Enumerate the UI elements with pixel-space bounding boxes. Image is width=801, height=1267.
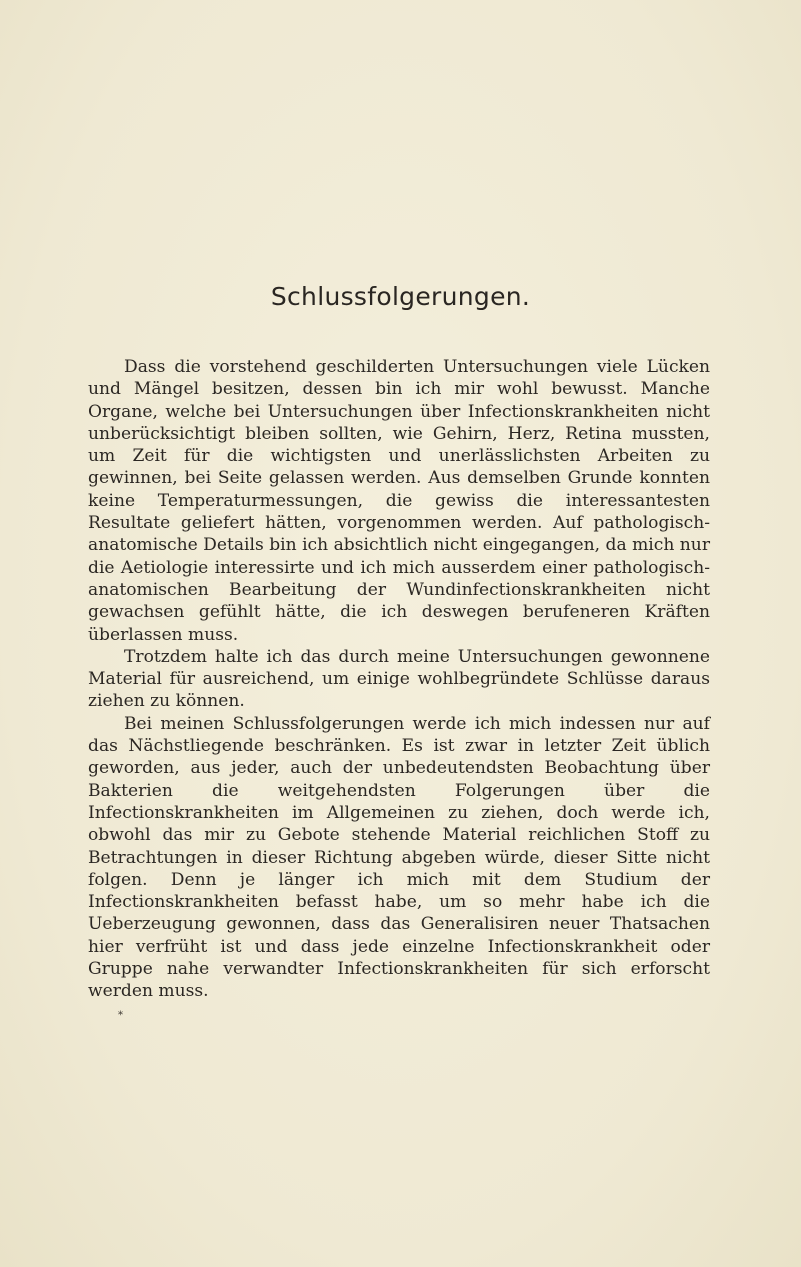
paragraph-material: Trotzdem halte ich das durch meine Untersuchungen gewonnene Material für ausreichend, um einige wohlbegründete Schlüsse daraus ziehen zu können. [88, 646, 710, 712]
print-speck: * [118, 1010, 123, 1021]
paragraph-limitations: Dass die vorstehend geschilderten Untersuchungen viele Lücken und Mängel besitzen, dessen bin ich mir wohl bewusst. Manche Organe, welche bei Untersuchungen über Infectionskrankheiten nicht unberücksichtigt bleiben sollten, wie Gehirn, Herz, Retina mussten, um Zeit für die wichtigsten und unerlässlichsten Arbeiten zu gewinnen, bei Seite gelassen werden. Aus demselben Grunde konnten keine Temperaturmessungen, die gewiss die interessantesten Resultate geliefert hätten, vorgenommen werden. Auf pathologisch-anatomische Details bin ich absichtlich nicht eingegangen, da mich nur die Aetiologie interessirte und ich mich ausserdem einer pathologisch-anatomischen Bearbeitung der Wundinfectionskrankheiten nicht gewachsen gefühlt hätte, die ich deswegen berufeneren Kräften überlassen muss. [88, 357, 710, 645]
body-text [88, 356, 710, 1003]
section-heading: Schlussfolgerungen. [270, 282, 531, 311]
paragraph-conclusions: Bei meinen Schlussfolgerungen werde ich mich indessen nur auf das Nächstliegende beschränken. Es ist zwar in letzter Zeit üblich geworden, aus jeder, auch der unbedeutendsten Beobachtung über Bakterien die weitgehendsten Folgerungen über die Infectionskrankheiten im Allgemeinen zu ziehen, doch werde ich, obwohl das mir zu Gebote stehende Material reichlichen Stoff zu Betrachtungen in dieser Richtung abgeben würde, dieser Sitte nicht folgen. Denn je länger ich mich mit dem Studium der Infectionskrankheiten befasst habe, um so mehr habe ich die Ueberzeugung gewonnen, dass das Generalisiren neuer Thatsachen hier verfrüht ist und dass jede einzelne Infectionskrankheit oder Gruppe nahe verwandter Infectionskrankheiten für sich erforscht werden muss. [88, 713, 710, 1002]
